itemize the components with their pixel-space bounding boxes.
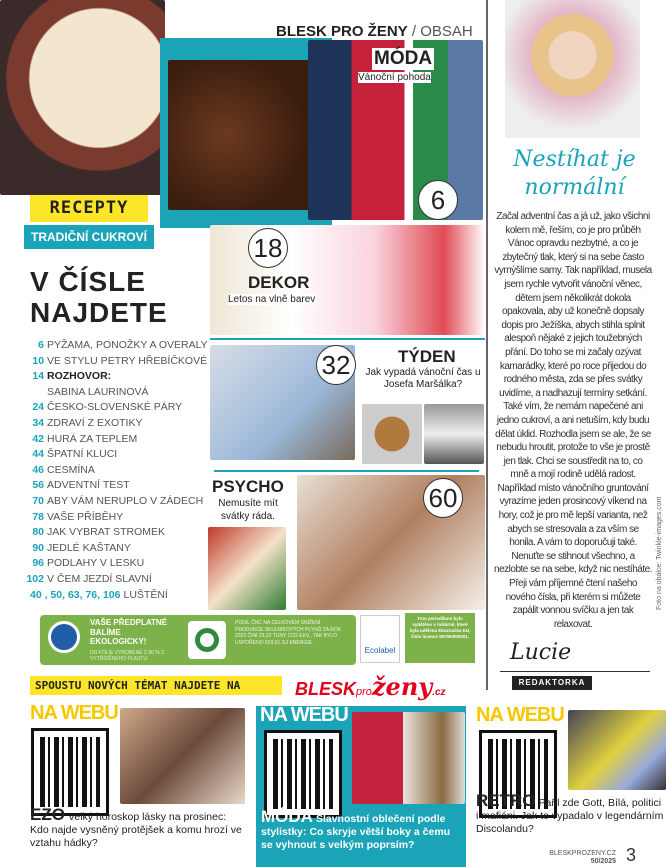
toc-page-number: 34 xyxy=(32,416,44,429)
logo-cz: .cz xyxy=(432,687,446,698)
toc-item-text: VAŠE PŘÍBĚHY xyxy=(47,510,124,523)
brand: BLESK PRO ŽENY xyxy=(276,23,408,40)
toc-list xyxy=(10,338,210,603)
toc-item-text: LUŠTĚNÍ xyxy=(123,588,168,601)
editor-photo xyxy=(505,0,640,138)
fashion-photo xyxy=(352,712,465,804)
green-dot-icon xyxy=(188,621,226,659)
footer xyxy=(548,850,616,866)
web-label-2: NA WEBU xyxy=(260,704,348,726)
disco-photo xyxy=(568,710,666,790)
role-label: REDAKTORKA xyxy=(512,676,592,690)
web-text-2[interactable] xyxy=(261,808,461,852)
section: / OBSAH xyxy=(411,23,473,40)
toc-page-number: 78 xyxy=(32,510,44,523)
bread-photo xyxy=(362,404,422,464)
toc-item-text: JEDLÉ KAŠTANY xyxy=(47,541,131,554)
logo-zeny: ženy xyxy=(371,672,433,701)
toc-item-cont xyxy=(10,385,210,401)
toc-item-text: VE STYLU PETRY HŘEBÍČKOVÉ xyxy=(47,354,208,367)
logo-pro: pro xyxy=(356,686,372,698)
toc-page-number: 96 xyxy=(32,557,44,570)
eco-middle: PODÍL ČNC NA CELKOVÉM SNÍŽENÍ PRODUKCE SKLENÍKOVÝCH PLYNŮ ZA ROK 2022 ČINÍ 23,23 TUNY CO2 EKV., TAK BYLO USPOŘENO 629,51 GJ ENERGIE. xyxy=(235,620,342,646)
qr-code-2[interactable] xyxy=(267,733,339,815)
footer-issue: 50/2025 xyxy=(590,858,616,865)
toc-page-number: 10 xyxy=(32,354,44,367)
ecolabel-box: Toto periodikum bylo vytištěno v tiskárně, které byla udělena Ekoznačka EU, číslo licence SK/053/00001. xyxy=(405,613,475,663)
toc-item xyxy=(10,541,210,557)
blue-angel-icon xyxy=(48,621,80,653)
toc-item-text: ZDRAVÍ Z EXOTIKY xyxy=(47,416,143,429)
moda-subtitle: Vánoční pohoda xyxy=(358,72,431,83)
ecolabel-text: Ecolabel xyxy=(364,646,396,655)
toc-page-number: 46 xyxy=(32,463,44,476)
toc-item xyxy=(10,416,210,432)
toc-title xyxy=(30,266,168,328)
toc-item xyxy=(10,369,210,385)
page-number: 3 xyxy=(626,845,637,865)
column-divider xyxy=(486,0,488,690)
toc-page-number: 42 xyxy=(32,432,44,445)
toc-item xyxy=(10,463,210,479)
toc-page-number: 44 xyxy=(32,448,44,461)
page-circle-6: 6 xyxy=(418,180,458,220)
page-circle-32: 32 xyxy=(316,345,356,385)
toc-item-text: SABINA LAURINOVÁ xyxy=(47,385,149,398)
cats-photo xyxy=(424,404,484,464)
toc-page-number: 80 xyxy=(32,526,44,539)
photo-credit: Foto na obálce: Twinkle-images.com xyxy=(656,496,663,610)
toc-item xyxy=(10,338,210,354)
toc-page-number: 102 xyxy=(26,572,44,585)
ecolabel-logo xyxy=(360,615,400,663)
cookies-photo xyxy=(0,0,165,195)
toc-item-text: CESMÍNA xyxy=(47,463,95,476)
editorial-title-line2: normální xyxy=(524,175,625,200)
toc-page-number: 40 , 50, 63, 76, 106 xyxy=(30,588,121,601)
toc-item xyxy=(10,525,210,541)
page-circle-60: 60 xyxy=(423,478,463,518)
toc-item-text: JAK VYBRAT STROMEK xyxy=(47,526,166,539)
recepty-label: RECEPTY xyxy=(30,195,148,222)
toc-item xyxy=(10,494,210,510)
web-tag-3: RETRO xyxy=(476,791,536,810)
toc-item-text: ABY VÁM NERUPLO V ZÁDECH xyxy=(47,494,204,507)
toc-page-number: 6 xyxy=(38,339,44,351)
web-desc-1: Velký horoskop lásky na prosinec: Kdo najde vysněný protějšek a komu hrozí ve vztahu hádky? xyxy=(30,811,242,849)
logo-blesk: BLESK xyxy=(295,679,357,699)
editorial-title-line1: Nestíhat je xyxy=(513,147,636,172)
toc-item xyxy=(10,432,210,448)
santa-photo xyxy=(208,527,286,610)
toc-item xyxy=(10,354,210,370)
toc-item xyxy=(10,400,210,416)
toc-item xyxy=(10,572,210,588)
dekor-title: DEKOR xyxy=(248,273,310,292)
blesk-logo xyxy=(295,672,446,701)
toc-item-text: ROZHOVOR: xyxy=(47,370,112,383)
eco-headline: VAŠE PŘEDPLATNÉ BALÍME EKOLOGICKY! xyxy=(90,618,168,646)
footer-site: BLESKPROZENY.CZ xyxy=(549,850,616,857)
eco-sub: DO FÓLIE VYROBENÉ Z 80 % Z VYTŘÍDĚNÉHO PLASTU xyxy=(90,650,165,662)
toc-page-number: 70 xyxy=(32,494,44,507)
psycho-title: PSYCHO xyxy=(212,477,284,496)
toc-page-number: 14 xyxy=(32,370,44,383)
page-circle-18: 18 xyxy=(248,228,288,268)
toc-item-text: PODLAHY V LESKU xyxy=(47,557,145,570)
editorial-title xyxy=(492,146,657,204)
dekor-subtitle: Letos na vlně barev xyxy=(228,294,316,305)
toc-item xyxy=(10,588,210,604)
recepty-subtitle: TRADIČNÍ CUKROVÍ xyxy=(24,225,154,249)
divider xyxy=(214,470,479,472)
toc-item-text: ADVENTNÍ TEST xyxy=(47,479,130,492)
toc-title-line2: NAJDETE xyxy=(30,297,168,328)
toc-item xyxy=(10,447,210,463)
web-desc-3: Pařil zde Gott, Bílá, politici i mafiáni. Jak to vypadalo v legendárním Discolandu? xyxy=(476,797,664,835)
web-text-3[interactable] xyxy=(476,792,666,836)
toc-item-text: PYŽAMA, PONOŽKY A OVERALY xyxy=(47,339,208,351)
toc-page-number: 90 xyxy=(32,541,44,554)
promo-banner: SPOUSTU NOVÝCH TÉMAT NAJDETE NA xyxy=(30,676,282,695)
signature-line xyxy=(500,671,650,672)
divider xyxy=(210,338,485,340)
couple-photo xyxy=(120,708,245,804)
web-label-1: NA WEBU xyxy=(30,702,118,724)
toc-title-line1: V ČÍSLE xyxy=(30,266,146,297)
toc-item xyxy=(10,478,210,494)
web-label-3: NA WEBU xyxy=(476,704,564,726)
signature: Lucie xyxy=(510,640,572,665)
toc-item-text: HURÁ ZA TEPLEM xyxy=(47,432,138,445)
web-tag-1: EZO xyxy=(30,805,65,824)
psycho-subtitle: Nemusíte mít svátky ráda. xyxy=(218,498,278,522)
qr-code-1[interactable] xyxy=(34,731,106,813)
header xyxy=(276,23,473,40)
toc-page-number: 24 xyxy=(32,401,44,414)
chocolate-photo xyxy=(168,60,313,210)
web-tag-2: MÓDA xyxy=(261,807,313,826)
toc-item xyxy=(10,556,210,572)
toc-item-text: ČESKO-SLOVENSKÉ PÁRY xyxy=(47,401,183,414)
eco-banner xyxy=(40,615,356,665)
moda-title: MÓDA xyxy=(374,48,433,69)
web-desc-2: Slavnostní oblečení podle stylistky: Co skryje větší boky a čemu se vyhnout s velkým poprsím? xyxy=(261,813,451,851)
toc-item-text: ŠPATNÍ KLUCI xyxy=(47,448,118,461)
web-text-1[interactable] xyxy=(30,806,245,850)
toc-item-text: V ČEM JEZDÍ SLAVNÍ xyxy=(47,572,152,585)
tyden-subtitle: Jak vypadá vánoční čas u Josefa Maršálka? xyxy=(365,367,481,390)
editorial-text: Začal adventní čas a já už, jako všichni kolem mě, řeším, co je pro průběh Vánoc opravdu nezbytné, a co je zbytečný tlak, který si na sebe často vymýšlíme samy. Tak například, musela jsem rychle vytvořit vánoční věnec, dětem jsem několikrát dokola opakovala, aby už konečně dopsaly dopis pro Ježíška, abych stihla splnit alespoň nějaké z jejich toužebných přání. Do toho se mi začaly ozývat kamarádky, které po roce přijedou do rodného města, zda se přes svátky uvidíme, a nadhazují termíny setkání. Také vím, že nemám napečené ani jedno cukroví, a ani netuším, kdy budu dělat úklid. Rozhodla jsem se ale, že se nebudu hroutit, protože to vše je prostě jen tlak. Chci se soustředit na to, co mně a mojí rodině udělá radost. Například místo vánočního gruntování vyrazíme jeden prosincový víkend na hory, což je pro mě lepší varianta, než abych se stresovala a za vším se honila. A vám to doporučuji také. Nenuťte se stihnout všechno, a nezlobte se na sebe, když nic nestíháte. Přeji vám příjemné čtení našeho nového čísla, při kterém si můžete zapálit vonnou svíčku a jen tak relaxovat. xyxy=(494,211,652,630)
tyden-title: TÝDEN xyxy=(398,347,456,366)
toc-item xyxy=(10,510,210,526)
toc-page-number: 56 xyxy=(32,479,44,492)
